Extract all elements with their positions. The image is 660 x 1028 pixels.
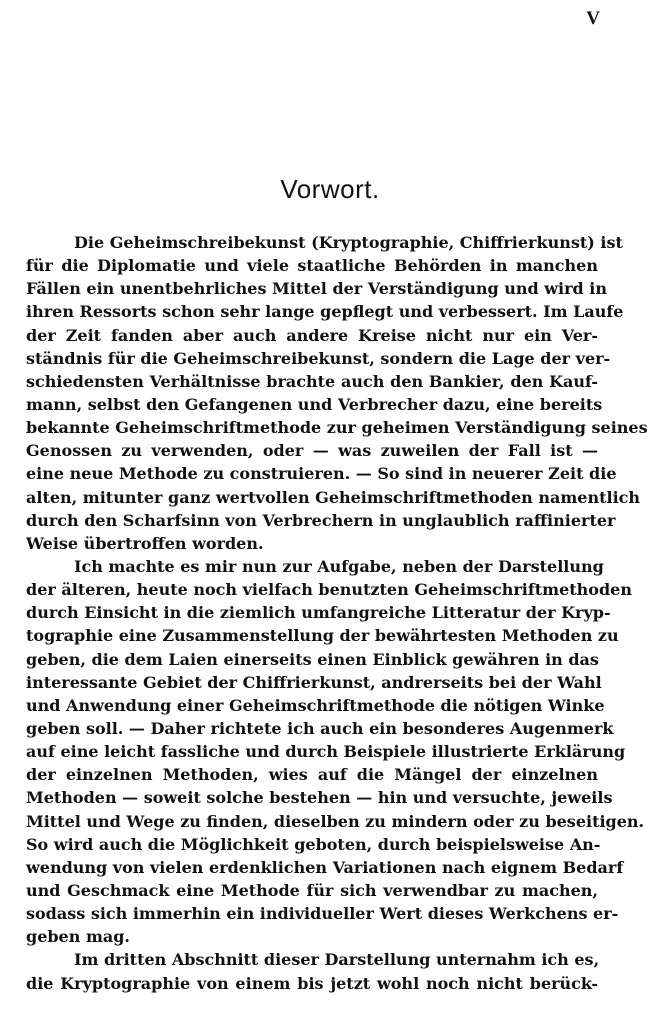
text-line: der einzelnen Methoden, wies auf die Mängel der einzelnen xyxy=(26,765,598,785)
text-line: der älteren, heute noch vielfach benutzten Geheimschriftmethoden xyxy=(26,580,632,600)
text-line: Genossen zu verwenden, oder — was zuweilen der Fall ist — xyxy=(26,441,598,461)
text-line: der Zeit fanden aber auch andere Kreise nicht nur ein Ver- xyxy=(26,325,598,345)
text-line: Im dritten Abschnitt dieser Darstellung unternahm ich es, xyxy=(74,950,600,970)
text-line: durch den Scharfsinn von Verbrechern in unglaublich raffinierter xyxy=(26,510,616,530)
text-line: auf eine leicht fassliche und durch Beispiele illustrierte Erklärung xyxy=(26,742,626,762)
text-line: geben soll. — Daher richtete ich auch ein besonderes Augenmerk xyxy=(26,718,614,738)
text-line: Methoden — soweit solche bestehen — hin und versuchte, jeweils xyxy=(26,788,613,808)
text-line: schiedensten Verhältnisse brachte auch den Bankier, den Kauf- xyxy=(26,371,598,391)
text-line: ihren Ressorts schon sehr lange gepflegt und verbessert. Im Laufe xyxy=(26,302,624,322)
text-line: Fällen ein unentbehrliches Mittel der Verständigung und wird in xyxy=(26,279,608,299)
text-line: eine neue Methode zu construieren. — So sind in neuerer Zeit die xyxy=(26,464,617,484)
text-line: Ich machte es mir nun zur Aufgabe, neben der Darstellung xyxy=(74,556,604,576)
text-line: und Geschmack eine Methode für sich verwendbar zu machen, xyxy=(26,880,598,900)
text-line: wendung von vielen erdenklichen Variationen nach eignem Bedarf xyxy=(26,857,624,877)
text-line: Mittel und Wege zu finden, dieselben zu mindern oder zu beseitigen. xyxy=(26,811,645,831)
text-line: alten, mitunter ganz wertvollen Geheimschriftmethoden namentlich xyxy=(26,487,641,507)
page-title: Vorwort. xyxy=(280,174,380,204)
text-line: interessante Gebiet der Chiffrierkunst, andrerseits bei der Wahl xyxy=(26,672,602,692)
body-text xyxy=(26,231,648,995)
text-line: geben mag. xyxy=(26,927,130,947)
text-line: für die Diplomatie und viele staatliche Behörden in manchen xyxy=(26,256,598,276)
text-line: die Kryptographie von einem bis jetzt wohl noch nicht berück- xyxy=(26,973,598,993)
text-line: Weise übertroffen worden. xyxy=(26,533,264,553)
page-number: V xyxy=(586,8,600,29)
text-line: und Anwendung einer Geheimschriftmethode die nötigen Winke xyxy=(26,695,605,715)
text-line: durch Einsicht in die ziemlich umfangreiche Litteratur der Kryp- xyxy=(26,603,611,623)
text-line: bekannte Geheimschriftmethode zur geheimen Verständigung seines xyxy=(26,418,648,438)
text-line: So wird auch die Möglichkeit geboten, durch beispielsweise An- xyxy=(26,834,601,854)
text-line: tographie eine Zusammenstellung der bewährtesten Methoden zu xyxy=(26,626,619,646)
text-line: Die Geheimschreibekunst (Kryptographie, Chiffrierkunst) ist xyxy=(74,233,623,252)
text-line: ständnis für die Geheimschreibekunst, sondern die Lage der ver- xyxy=(26,348,611,368)
text-line: sodass sich immerhin ein individueller Wert dieses Werkchens er- xyxy=(26,904,619,924)
text-line: mann, selbst den Gefangenen und Verbrecher dazu, eine bereits xyxy=(26,394,603,414)
text-line: geben, die dem Laien einerseits einen Einblick gewähren in das xyxy=(26,649,599,669)
